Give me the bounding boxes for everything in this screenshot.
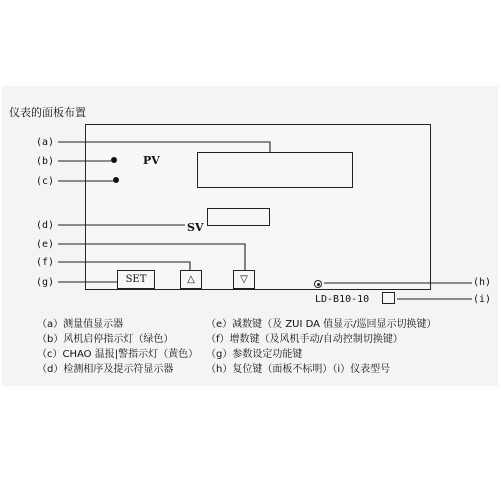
legend-item-e: （e）减数键（及 ZUI DA 值显示/巡回显示切换键）: [206, 319, 437, 330]
up-button[interactable]: △: [180, 270, 202, 289]
leader-line-f: [58, 262, 190, 270]
legend-item-b: （b）风机启停指示灯（绿色）: [37, 334, 174, 345]
callout-d: (d): [36, 220, 55, 231]
model-label: LD-B10-10: [315, 294, 370, 305]
legend-item-g: （g）参数设定功能键: [206, 349, 303, 360]
callout-f: (f): [36, 257, 55, 268]
legend-item-d: （d）检测相序及提示符显示器: [37, 364, 174, 375]
figure-heading: 仪表的面板布置: [9, 106, 86, 119]
leader-line-a: [58, 142, 270, 152]
pv-label: PV: [143, 154, 160, 167]
sv-label: SV: [187, 221, 204, 234]
down-button[interactable]: ▽: [233, 270, 255, 289]
callout-i: (i): [473, 294, 492, 305]
legend-item-f: （f）增数键（及风机手动/自动控制切换键）: [206, 334, 403, 345]
legend-item-c: （c）CHAO 温报|警指示灯（黄色）: [37, 349, 199, 360]
callout-h: (h): [473, 277, 492, 288]
callout-a: (a): [36, 137, 55, 148]
legend-item-h-i: （h）复位键（面板不标明）（i）仪表型号: [206, 364, 391, 375]
callout-e: (e): [36, 239, 55, 250]
callout-c: (c): [36, 176, 55, 187]
set-button[interactable]: SET: [117, 270, 155, 289]
callout-g: (g): [36, 277, 55, 288]
leader-line-e: [58, 244, 245, 270]
legend-item-a: （a）测量值显示器: [37, 319, 124, 330]
callout-b: (b): [36, 156, 55, 167]
